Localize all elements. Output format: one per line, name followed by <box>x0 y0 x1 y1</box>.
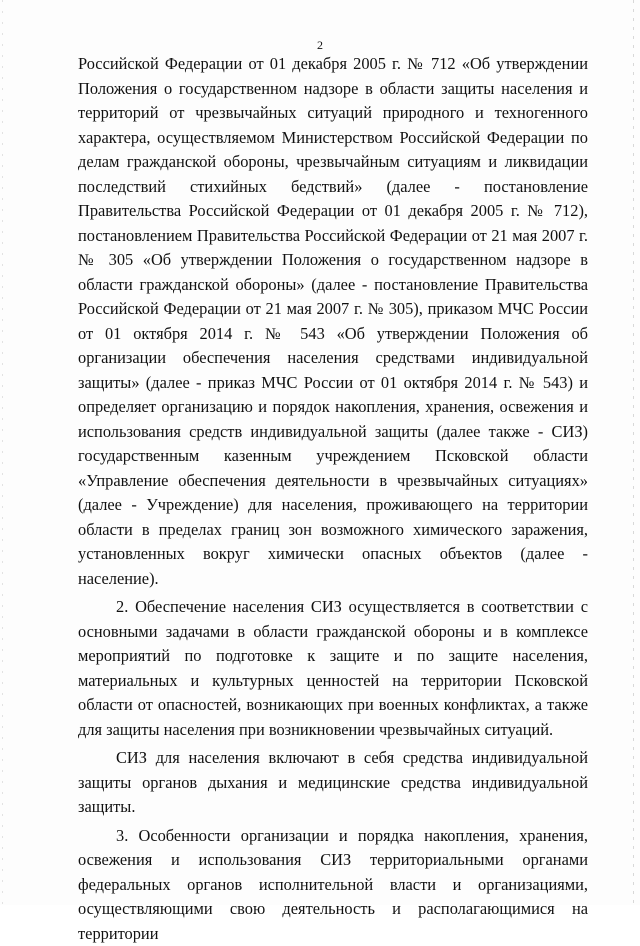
page-number: 2 <box>0 38 640 52</box>
paragraph-4: 3. Особенности организации и порядка накопления, хранения, освежения и использования СИЗ территориальными органами федеральных органов исполнительной власти и организациями, осуществляющими свою деятельность и располагающимися на территории <box>78 824 588 946</box>
paragraph-1-continuation: Российской Федерации от 01 декабря 2005 г. № 712 «Об утверждении Положения о государственном надзоре в области защиты населения и территорий от чрезвычайных ситуаций природного и техногенного характера, осуществляемом Министерством Российской Федерации по делам гражданской обороны, чрезвычайным ситуациям и ликвидации последствий стихийных бедствий» (далее - постановление Правительства Российской Федерации от 01 декабря 2005 г. № 712), постановлением Правительства Российской Федерации от 21 мая 2007 г. № 305 «Об утверждении Положения о государственном надзоре в области гражданской обороны» (далее - постановление Правительства Российской Федерации от 21 мая 2007 г. № 305), приказом МЧС России от 01 октября 2014 г. № 543 «Об утверждении Положения об организации обеспечения населения средствами индивидуальной защиты» (далее - приказ МЧС России от 01 октября 2014 г. № 543) и определяет организацию и порядок накопления, хранения, освежения и использования средств индивидуальной защиты (далее также - СИЗ) государственным казенным учреждением Псковской области «Управление обеспечения деятельности в чрезвычайных ситуациях» (далее - Учреждение) для населения, проживающего на территории области в пределах границ зон возможного химического заражения, установленных вокруг химически опасных объектов (далее - население). <box>78 52 588 591</box>
scan-edge-right <box>633 0 634 905</box>
paragraph-3: СИЗ для населения включают в себя средства индивидуальной защиты органов дыхания и медицинские средства индивидуальной защиты. <box>78 746 588 820</box>
paragraph-2: 2. Обеспечение населения СИЗ осуществляется в соответствии с основными задачами в области гражданской обороны и в комплексе мероприятий по подготовке к защите и по защите населения, материальных и культурных ценностей на территории Псковской области от опасностей, возникающих при военных конфликтах, а также для защиты населения при возникновении чрезвычайных ситуаций. <box>78 595 588 742</box>
document-body <box>78 52 588 946</box>
scan-edge-left <box>2 0 3 905</box>
